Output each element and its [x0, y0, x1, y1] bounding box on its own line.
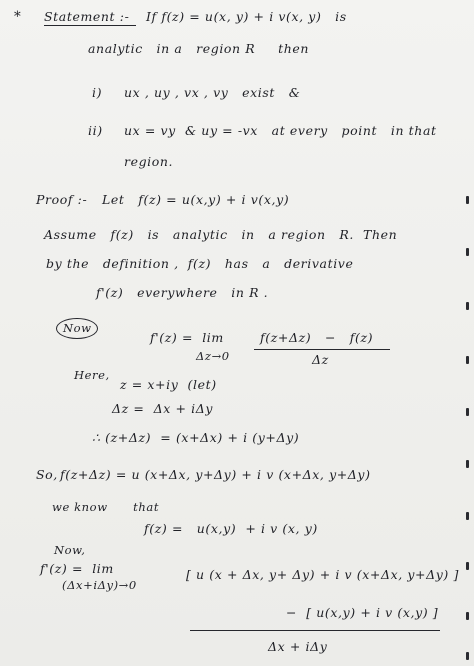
- condition-1-text: ux , uy , vx , vy exist &: [124, 85, 301, 100]
- derivative-numerator: f(z+Δz) − f(z): [260, 330, 374, 345]
- here-label: Here,: [74, 368, 110, 382]
- notebook-margin-dots: [462, 0, 474, 666]
- bullet-mark: *: [14, 9, 22, 25]
- condition-2-continuation: region.: [124, 154, 174, 169]
- derivative-denominator: Δz: [312, 352, 329, 367]
- fraction-bar-2: [190, 630, 440, 631]
- definition-line: by the definition , f(z) has a derivative: [46, 256, 354, 271]
- statement-analytic-line: analytic in a region R then: [88, 41, 310, 56]
- f-z-equals: f(z) = u(x,y) + i v (x, y): [144, 521, 318, 536]
- we-know-line: we know that: [52, 500, 160, 514]
- now-label-2: Now,: [54, 543, 86, 557]
- now-label: Now: [63, 321, 92, 335]
- z-plus-delta-z: ∴ (z+Δz) = (x+Δx) + i (y+Δy): [92, 430, 300, 445]
- f-z-plus-dz-expansion: f(z+Δz) = u (x+Δx, y+Δy) + i v (x+Δx, y+Δy): [60, 467, 371, 482]
- so-label: So,: [36, 467, 58, 482]
- denominator-2: Δx + iΔy: [268, 639, 328, 654]
- derivative-limit-subscript: Δz→0: [196, 349, 230, 363]
- z-definition: z = x+iy (let): [120, 377, 217, 392]
- derivative-limit: f'(z) = lim: [150, 330, 224, 345]
- condition-1-number: i): [92, 85, 103, 100]
- proof-label: Proof :-: [36, 192, 88, 207]
- derivative-limit-2: f'(z) = lim: [40, 561, 114, 576]
- condition-2-number: ii): [88, 123, 103, 138]
- numerator-line-2: − [ u(x,y) + i v (x,y) ]: [286, 605, 439, 620]
- statement-underline: [44, 25, 136, 26]
- condition-2-text: ux = vy & uy = -vx at every point in that: [124, 123, 437, 138]
- delta-z-definition: Δz = Δx + iΔy: [112, 401, 213, 416]
- limit-subscript-2: (Δx+iΔy)→0: [62, 578, 137, 592]
- statement-if-line: If f(z) = u(x, y) + i v(x, y) is: [146, 9, 347, 24]
- numerator-line-1: [ u (x + Δx, y+ Δy) + i v (x+Δx, y+Δy) ]: [186, 567, 459, 582]
- derivative-fraction-bar: [254, 349, 390, 350]
- everywhere-line: f'(z) everywhere in R .: [96, 285, 269, 300]
- assume-line: Assume f(z) is analytic in a region R. Then: [44, 227, 398, 242]
- statement-label: Statement :-: [44, 9, 130, 24]
- proof-let-line: Let f(z) = u(x,y) + i v(x,y): [102, 192, 290, 207]
